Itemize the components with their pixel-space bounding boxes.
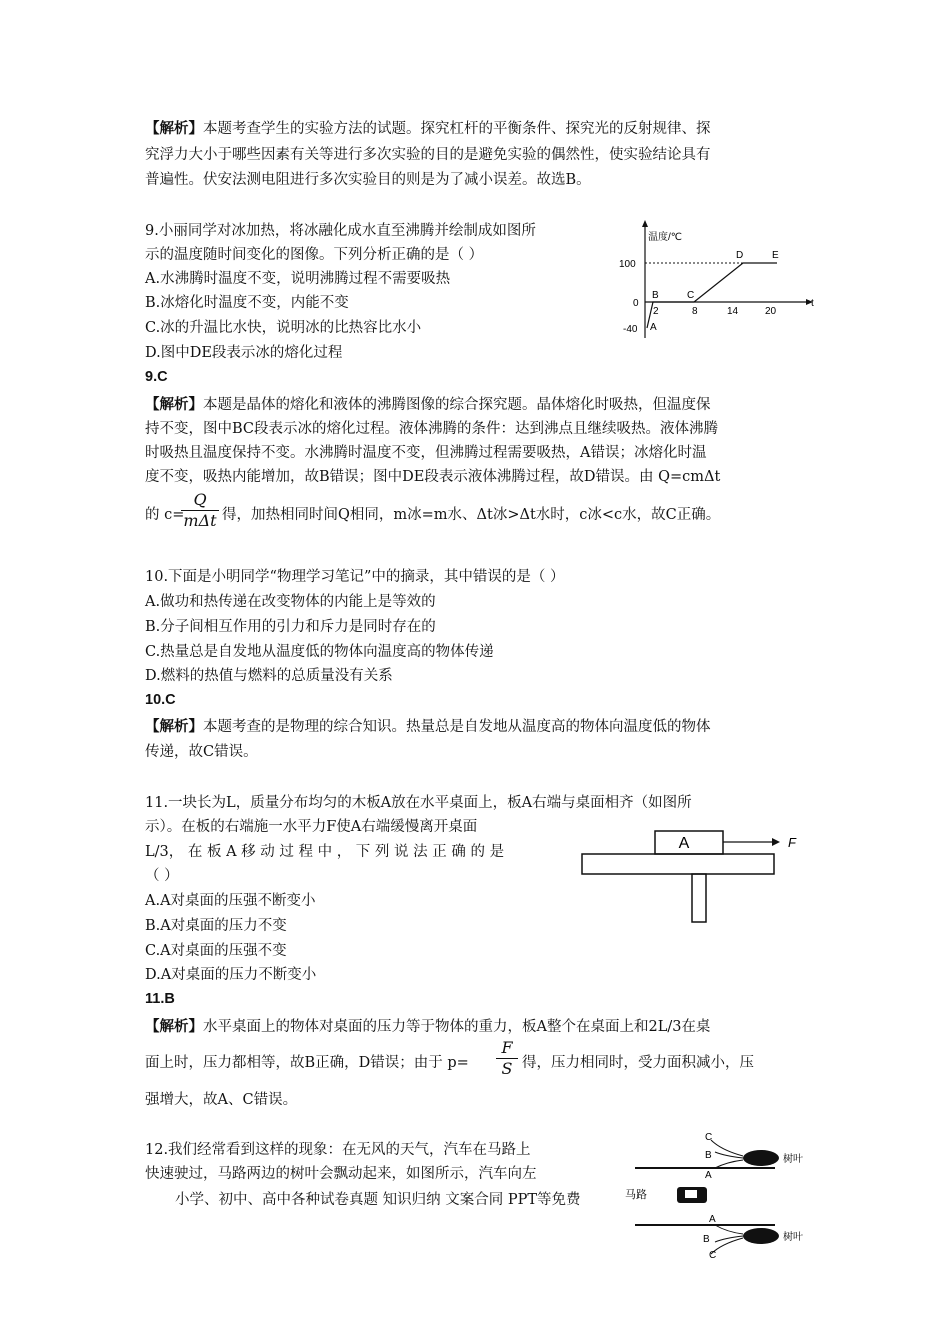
airflow-c-top	[711, 1140, 743, 1156]
explain-tag: 【解析】	[145, 1018, 203, 1035]
q9-explain-line4: 度不变，吸热内能增加，故B错误；图中DE段表示液体沸腾过程，故D错误。由 Q=cmΔt	[145, 469, 721, 485]
q10-answer: 10.C	[145, 692, 176, 708]
q10-explain-line2: 传递，故C错误。	[145, 744, 258, 760]
label-c-bottom: C	[709, 1250, 717, 1260]
q10-option-c: C.热量总是自发地从温度低的物体向温度高的物体传递	[145, 644, 494, 660]
page-footer-text: 小学、初中、高中各种试卷真题 知识归纳 文案合同 PPT等免费	[175, 1192, 581, 1208]
q11-option-c: C.A对桌面的压强不变	[145, 943, 287, 959]
explain-tag: 【解析】	[145, 396, 203, 413]
board-on-table-figure	[580, 820, 820, 925]
label-b-bottom: B	[703, 1234, 710, 1245]
q11-explain-line3: 强增大，故A、C错误。	[145, 1092, 298, 1108]
tick-8: 8	[692, 306, 698, 317]
temperature-time-graph	[615, 218, 820, 346]
explain8-line1: 【解析】本题考查学生的实验方法的试题。探究杠杆的平衡条件、探究光的反射规律、探	[145, 120, 711, 137]
table-leg	[692, 874, 706, 922]
leaf-label-top: 树叶	[783, 1154, 803, 1165]
label-c-top: C	[705, 1132, 713, 1143]
q12-stem-line2: 快速驶过，马路两边的树叶会飘动起来，如图所示，汽车向左	[145, 1166, 537, 1182]
force-label: F	[788, 835, 796, 850]
q10-stem: 10.下面是小明同学“物理学习笔记”中的摘录，其中错误的是（ ）	[145, 569, 565, 585]
q11-explain-line2-post: 得，压力相同时，受力面积减小，压	[522, 1055, 754, 1071]
fraction-numerator: Q	[193, 490, 207, 509]
q9-explain-line5-pre: 的 c=	[145, 507, 185, 523]
y-axis-arrow	[642, 220, 648, 227]
q9-explain-line2: 持不变，图中BC段表示冰的熔化过程。液体沸腾的条件：达到沸点且继续吸热。液体沸腾	[145, 421, 719, 437]
q9-answer: 9.C	[145, 369, 168, 385]
q10-option-b: B.分子间相互作用的引力和斥力是同时存在的	[145, 619, 436, 635]
q11-fraction	[496, 1038, 518, 1079]
fraction-numerator: F	[501, 1038, 513, 1057]
q9-option-c: C.冰的升温比水快，说明冰的比热容比水小	[145, 320, 422, 336]
tick-100: 100	[619, 259, 636, 270]
explain-tag: 【解析】	[145, 120, 203, 137]
explain8-line3: 普遍性。伏安法测电阻进行多次实验目的则是为了减小误差。故选B。	[145, 172, 591, 188]
q9-explain-line5-post: 得，加热相同时间Q相同，m冰=m水、Δt冰>Δt水时，c冰<c水，故C正确。	[222, 507, 721, 523]
tick-14: 14	[727, 306, 739, 317]
point-d-label: D	[736, 250, 744, 261]
label-a-top: A	[705, 1170, 712, 1181]
q9-fraction	[181, 490, 219, 531]
tick-neg40: -40	[623, 324, 638, 335]
board-label: A	[678, 835, 690, 852]
q9-stem-line1: 9.小丽同学对冰加热，将冰融化成水直至沸腾并绘制成如图所	[145, 223, 536, 239]
q10-explain-line1: 【解析】本题考查的是物理的综合知识。热量总是自发地从温度高的物体向温度低的物体	[145, 718, 711, 735]
q9-option-d: D.图中DE段表示冰的熔化过程	[145, 345, 343, 361]
leaf-top	[743, 1150, 779, 1166]
graph-xlabel: t	[811, 298, 814, 309]
temperature-curve	[647, 263, 777, 328]
q11-stem-line1: 11.一块长为L，质量分布均匀的木板A放在水平桌面上，板A右端与桌面相齐（如图所	[145, 795, 692, 811]
leaf-bottom	[743, 1228, 779, 1244]
car-window	[685, 1190, 697, 1198]
q11-stem-line2: 示）。在板的右端施一水平力F使A右端缓慢离开桌面	[145, 819, 478, 835]
fraction-denominator: mΔt	[181, 510, 219, 531]
airflow-a-bottom	[715, 1225, 743, 1234]
q9-option-b: B.冰熔化时温度不变，内能不变	[145, 295, 349, 311]
q11-explain-line1: 【解析】水平桌面上的物体对桌面的压力等于物体的重力，板A整个在桌面上和2L/3在桌	[145, 1018, 711, 1035]
q11-explain-line2-pre: 面上时，压力都相等，故B正确，D错误；由于 p=	[145, 1055, 469, 1071]
airflow-a-top	[715, 1160, 743, 1168]
q11-option-a: A.A对桌面的压强不断变小	[145, 893, 316, 909]
tick-2: 2	[653, 306, 659, 317]
graph-ylabel: 温度/℃	[648, 232, 683, 243]
q10-option-d: D.燃料的热值与燃料的总质量没有关系	[145, 668, 393, 684]
q9-explain-line1: 【解析】本题是晶体的熔化和液体的沸腾图像的综合探究题。晶体熔化时吸热，但温度保	[145, 396, 711, 413]
point-e-label: E	[772, 250, 779, 261]
q11-stem-line4: （ ）	[145, 868, 179, 884]
q11-option-d: D.A对桌面的压力不断变小	[145, 967, 317, 983]
leaf-label-bottom: 树叶	[783, 1232, 803, 1243]
q9-explain-line3: 时吸热且温度保持不变。水沸腾时温度不变，但沸腾过程需要吸热，A错误；冰熔化时温	[145, 445, 707, 461]
q10-option-a: A.做功和热传递在改变物体的内能上是等效的	[145, 594, 436, 610]
fraction-denominator: S	[496, 1058, 518, 1079]
q12-stem-line1: 12.我们经常看到这样的现象：在无风的天气，汽车在马路上	[145, 1142, 531, 1158]
q11-option-b: B.A对桌面的压力不变	[145, 918, 287, 934]
label-b-top: B	[705, 1150, 712, 1161]
road-label: 马路	[625, 1188, 647, 1201]
point-b-label: B	[652, 290, 659, 301]
tick-0: 0	[633, 298, 639, 309]
explain8-line2: 究浮力大小于哪些因素有关等进行多次实验的目的是避免实验的偶然性，使实验结论具有	[145, 147, 711, 163]
q11-stem-line3: L/3， 在 板 A 移 动 过 程 中 ， 下 列 说 法 正 确 的 是	[145, 844, 505, 860]
label-a-bottom: A	[709, 1214, 716, 1225]
point-c-label: C	[687, 290, 695, 301]
force-arrow-head	[772, 838, 780, 846]
road-leaves-figure	[625, 1128, 820, 1260]
table-top	[582, 854, 774, 874]
q11-answer: 11.B	[145, 991, 175, 1007]
tick-20: 20	[765, 306, 777, 317]
q9-stem-line2: 示的温度随时间变化的图像。下列分析正确的是（ ）	[145, 247, 484, 263]
q9-option-a: A.水沸腾时温度不变，说明沸腾过程不需要吸热	[145, 271, 451, 287]
point-a-label: A	[650, 322, 657, 333]
explain-tag: 【解析】	[145, 718, 203, 735]
